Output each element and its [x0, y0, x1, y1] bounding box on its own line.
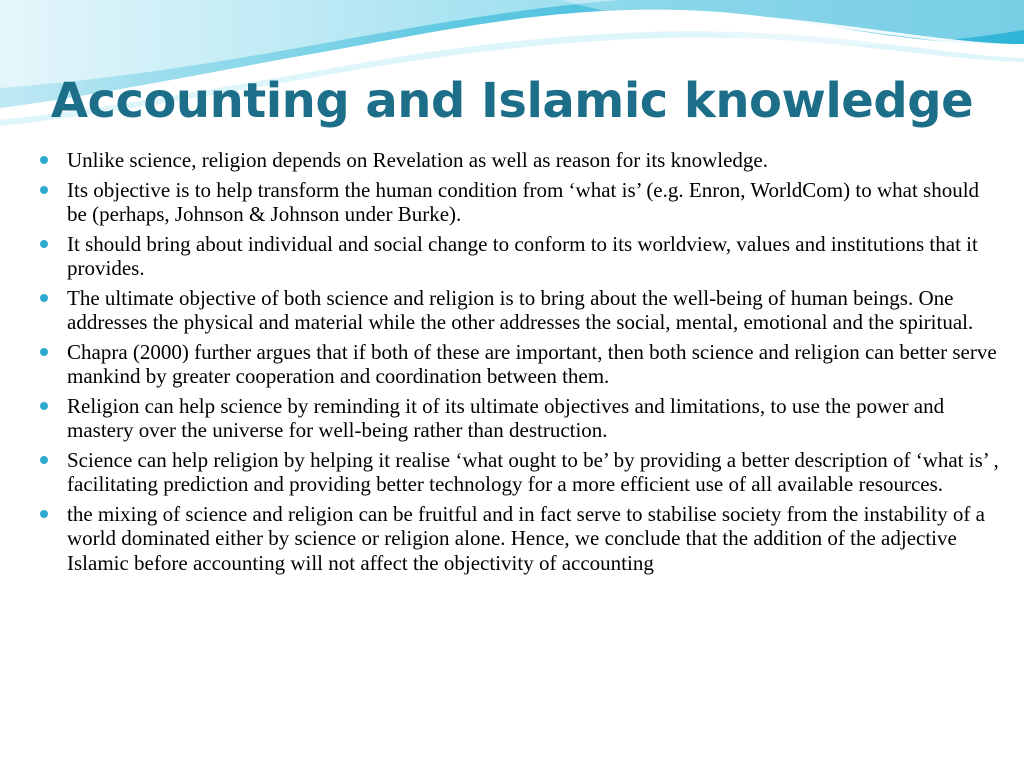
bullet-list	[40, 148, 1000, 580]
bullet-text: Its objective is to help transform the human condition from ‘what is’ (e.g. Enron, WorldCom) to what should be (perhaps, Johnson & Johnson under Burke).	[67, 177, 980, 226]
list-item	[40, 502, 1000, 576]
bullet-text: Chapra (2000) further argues that if both of these are important, then both science and religion can better serve mankind by greater cooperation and coordination between them.	[67, 339, 997, 388]
bullet-text: Religion can help science by reminding it of its ultimate objectives and limitations, to use the power and mastery over the universe for well-being rather than destruction.	[67, 393, 945, 442]
bullet-icon	[40, 240, 48, 248]
bullet-icon	[40, 402, 48, 410]
list-item	[40, 340, 1000, 389]
list-item	[40, 232, 1000, 281]
bullet-text: It should bring about individual and social change to conform to its worldview, values and institutions that it provides.	[67, 231, 978, 280]
bullet-icon	[40, 294, 48, 302]
bullet-icon	[40, 156, 48, 164]
bullet-icon	[40, 348, 48, 356]
list-item	[40, 178, 1000, 227]
bullet-icon	[40, 456, 48, 464]
slide-title: Accounting and Islamic knowledge	[50, 73, 974, 129]
bullet-text: The ultimate objective of both science and religion is to bring about the well-being of human beings. One addresses the physical and material while the other addresses the social, mental, emotional and the spiritual.	[67, 285, 974, 334]
list-item	[40, 394, 1000, 443]
list-item	[40, 286, 1000, 335]
bullet-icon	[40, 510, 48, 518]
bullet-icon	[40, 186, 48, 194]
bullet-text: the mixing of science and religion can be fruitful and in fact serve to stabilise society from the instability of a world dominated either by science or religion alone. Hence, we conclude that the addition of the adjective Islamic before accounting will not affect the objectivity of accounting	[67, 501, 985, 575]
bullet-text: Unlike science, religion depends on Revelation as well as reason for its knowledge.	[67, 148, 768, 172]
list-item	[40, 148, 1000, 173]
list-item	[40, 448, 1000, 497]
bullet-text: Science can help religion by helping it realise ‘what ought to be’ by providing a better description of ‘what is’ , facilitating prediction and providing better technology for a more efficient use of all available resources.	[67, 447, 999, 496]
